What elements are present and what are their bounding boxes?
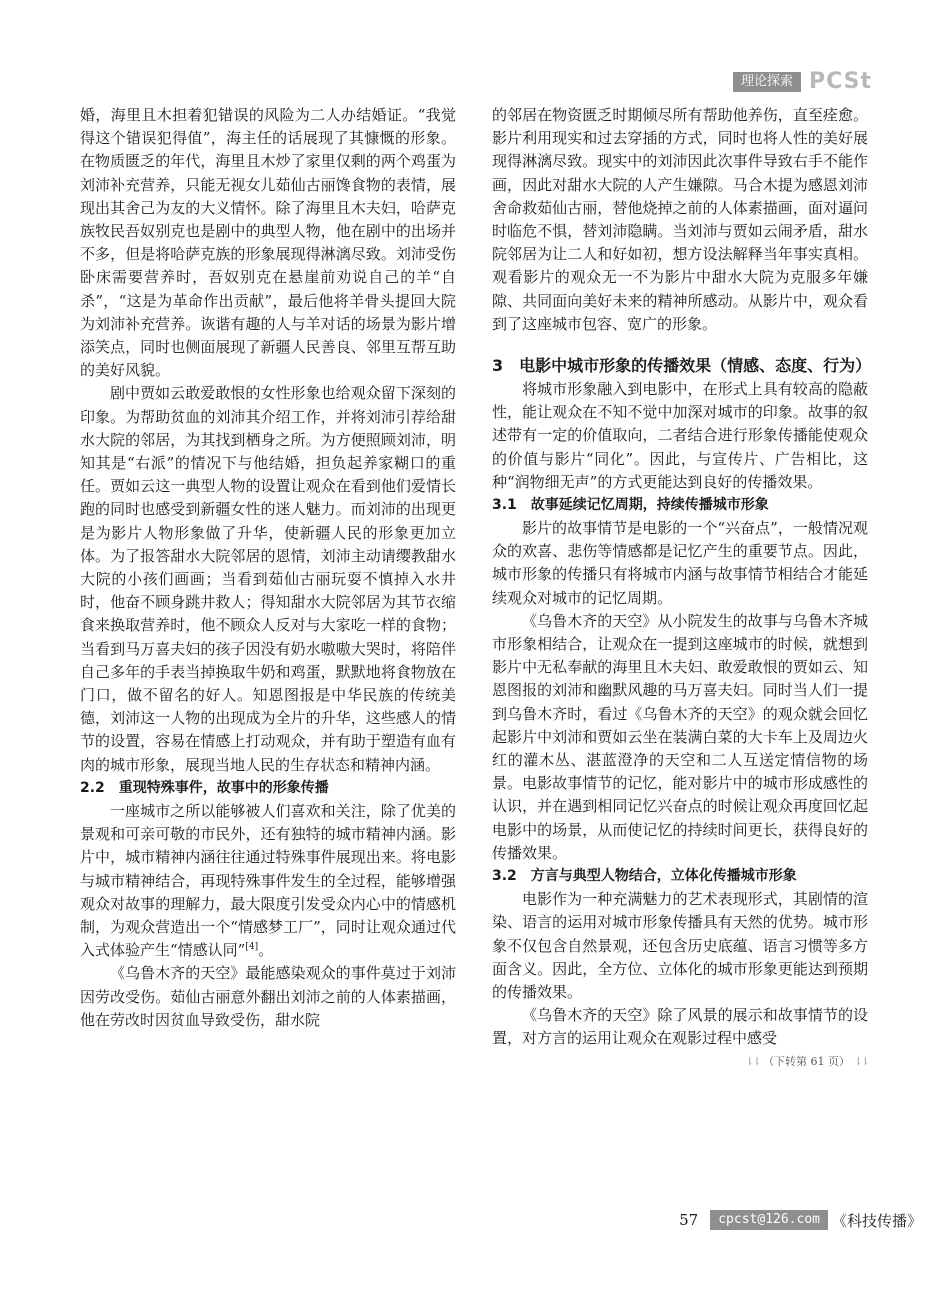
paragraph: 的邻居在物资匮乏时期倾尽所有帮助他养伤，直至痊愈。影片利用现实和过去穿插的方式，同时也将人性的美好展现得淋漓尽致。现实中的刘沛因此次事件导致右手不能作画，因此对甜水大院的人产生嫌隙。马合木提为感恩刘沛舍命救茹仙古丽，替他烧掉之前的人体素描画，面对逼问时临危不惧，替刘沛隐瞒。当刘沛与贾如云闹矛盾，甜水院邻居为让二人和好如初，想方设法解释当年事实真相。观看影片的观众无一不为影片中甜水大院为克服多年嫌隙、共同面向美好未来的精神所感动。从影片中，观众看到了这座城市包容、宽广的形象。 bbox=[492, 106, 868, 333]
page-number: 57 bbox=[679, 1211, 699, 1229]
paragraph bbox=[80, 800, 456, 962]
paragraph: 将城市形象融入到电影中，在形式上具有较高的隐蔽性，能让观众在不知不觉中加深对城市的印象。故事的叙述带有一定的价值取向，二者结合进行形象传播能使观众的价值与影片“同化”。因此，与宣传片、广告相比，这种“润物细无声”的方式更能达到良好的传播效果。 bbox=[492, 380, 868, 491]
right-column bbox=[492, 104, 872, 1071]
journal-email: cpcst@126.com bbox=[710, 1210, 828, 1230]
section-heading-3: 3 电影中城市形象的传播效果（情感、态度、行为） bbox=[492, 356, 872, 376]
paragraph-text: 一座城市之所以能够被人们喜欢和关注，除了优美的景观和可亲可敬的市民外，还有独特的城市精神内涵。影片中，城市精神内涵往往通过特殊事件展现出来。将电影与城市精神结合，再现特殊事件发生的全过程，能够增强观众对故事的理解力，最大限度引发受众内心中的情感机制，为观众营造出一个“情感梦工厂”，同时让观众通过代入式体验产生“情感认同” bbox=[80, 801, 456, 960]
paragraph: 《乌鲁木齐的天空》除了风景的展示和故事情节的设置，对方言的运用让观众在观影过程中感受 bbox=[492, 1006, 868, 1048]
paragraph: 《乌鲁木齐的天空》从小院发生的故事与乌鲁木齐城市形象相结合，让观众在一提到这座城市的时候，就想到影片中无私奉献的海里且木夫妇、敢爱敢恨的贾如云、知恩图报的刘沛和幽默风趣的马万喜夫妇。同时当人们一提到乌鲁木齐时，看过《乌鲁木齐的天空》的观众就会回忆起影片中刘沛和贾如云坐在装满白菜的大卡车上及周边火红的灌木丛、湛蓝澄净的天空和二人互送定情信物的场景。电影故事情节的记忆，能对影片中的城市形成感性的认识，并在遇到相同记忆兴奋点的时候让观众再度回忆起电影中的场景，从而使记忆的持续时间更长，获得良好的传播效果。 bbox=[492, 611, 868, 862]
section-heading-3-1: 3.1 故事延续记忆周期，持续传播城市形象 bbox=[492, 497, 769, 514]
paragraph: 婚，海里且木担着犯错误的风险为二人办结婚证。“我觉得这个错误犯得值”，海主任的话展现了其慷慨的形象。在物质匮乏的年代，海里且木炒了家里仅剩的两个鸡蛋为刘沛补充营养，只能无视女儿茹仙古丽馋食物的表情，展现出其舍己为友的大义情怀。除了海里且木夫妇，哈萨克族牧民吾奴别克也是剧中的典型人物，他在剧中的出场并不多，但是将哈萨克族的形象展现得淋漓尽致。刘沛受伤卧床需要营养时，吾奴别克在悬崖前劝说自己的羊“自杀”，“这是为革命作出贡献”，最后他将羊骨头提回大院为刘沛补充营养。诙谐有趣的人与羊对话的场景为影片增添笑点，同时也侧面展现了新疆人民善良、邻里互帮互助的美好风貌。 bbox=[80, 106, 456, 380]
section-heading-3-2: 3.2 方言与典型人物结合，立体化传播城市形象 bbox=[492, 868, 797, 885]
continued-note bbox=[492, 1053, 868, 1071]
paragraph-end: 。 bbox=[258, 941, 274, 960]
page-header bbox=[733, 69, 872, 94]
down-arrows-icon: ⇂⇂ bbox=[853, 1054, 868, 1068]
section-label: 理论探索 bbox=[733, 72, 801, 92]
citation-ref: [4] bbox=[245, 942, 259, 953]
down-arrows-icon: ⇂⇂ bbox=[745, 1054, 760, 1068]
paragraph: 《乌鲁木齐的天空》最能感染观众的事件莫过于刘沛因劳改受伤。茹仙古丽意外翻出刘沛之前的人体素描画，他在劳改时因贫血导致受伤，甜水院 bbox=[80, 964, 456, 1029]
journal-logo: PCSt bbox=[808, 69, 872, 94]
journal-name: 《科技传播》 bbox=[831, 1211, 922, 1230]
continued-text: （下转第 61 页） bbox=[763, 1054, 851, 1068]
page-footer bbox=[679, 1209, 922, 1231]
paragraph: 影片的故事情节是电影的一个“兴奋点”，一般情况观众的欢喜、悲伤等情感都是记忆产生的重要节点。因此，城市形象的传播只有将城市内涵与故事情节相结合才能延续观众对城市的记忆周期。 bbox=[492, 519, 868, 607]
section-gap bbox=[492, 336, 868, 354]
section-heading-2-2: 2.2 重现特殊事件，故事中的形象传播 bbox=[80, 779, 329, 796]
paragraph: 剧中贾如云敢爱敢恨的女性形象也给观众留下深刻的印象。为帮助贫血的刘沛其介绍工作，并将刘沛引荐给甜水大院的邻居，为其找到栖身之所。为方便照顾刘沛，明知其是“右派”的情况下与他结婚，担负起养家糊口的重任。贾如云这一典型人物的设置让观众在看到他们爱情长跑的同时也感受到新疆女性的迷人魅力。而刘沛的出现更是为影片人物形象做了升华，使新疆人民的形象更加立体。为了报答甜水大院邻居的恩情，刘沛主动请缨教甜水大院的小孩们画画；当看到茹仙古丽玩耍不慎掉入水井时，他奋不顾身跳井救人；得知甜水大院邻居为其节衣缩食来换取营养时，他不顾众人反对与大家吃一样的食物；当看到马万喜夫妇的孩子因没有奶水嗷嗷大哭时，将陪伴自己多年的手表当掉换取牛奶和鸡蛋，默默地将食物放在门口，做不留名的好人。知恩图报是中华民族的传统美德，刘沛这一人物的出现成为全片的升华，这些感人的情节的设置，容易在情感上打动观众，并有助于塑造有血有肉的城市形象，展现当地人民的生存状态和精神内涵。 bbox=[80, 384, 456, 774]
paragraph: 电影作为一种充满魅力的艺术表现形式，其剧情的渲染、语言的运用对城市形象传播具有天然的优势。城市形象不仅包含自然景观，还包含历史底蕴、语言习惯等多方面含义。因此，全方位、立体化的城市形象更能达到预期的传播效果。 bbox=[492, 890, 868, 1001]
left-column bbox=[80, 104, 456, 1032]
